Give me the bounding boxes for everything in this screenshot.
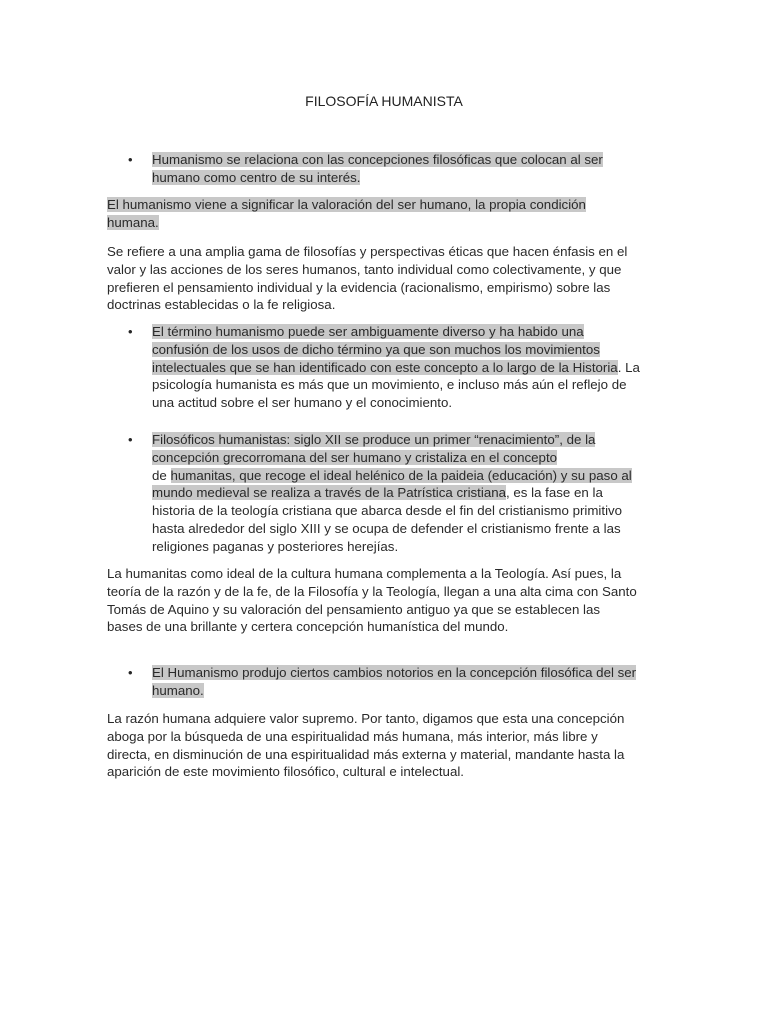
highlighted-text: confusión de los usos de dicho término ya que son muchos los movimientos [152, 341, 600, 357]
text-line: hasta alrededor del siglo XIII y se ocupa de defender el cristianismo frente a las [152, 520, 621, 536]
text-line: historia de la teología cristiana que abarca desde el fin del cristianismo primitivo [152, 503, 623, 519]
paragraph-2 [107, 243, 663, 314]
text-line: teoría de la razón y de la fe, de la Filosofía y la Teología, llegan a una alta cima con Santo [107, 583, 637, 599]
bullet-marker: • [128, 432, 133, 447]
highlighted-text: humano. [152, 682, 204, 698]
text-line: La humanitas como ideal de la cultura humana complementa a la Teología. Así pues, la [107, 566, 622, 581]
bullet-item-2 [152, 323, 662, 412]
paragraph-4 [107, 710, 663, 781]
highlighted-text: El término humanismo puede ser ambiguamente diverso y ha habido una [152, 324, 584, 339]
text-line: valor y las acciones de los seres humanos, tanto individual como colectivamente, y que [107, 261, 622, 277]
text-line: religiones paganas y posteriores herejías. [152, 538, 399, 554]
text-line: Se refiere a una amplia gama de filosofías y perspectivas éticas que hacen énfasis en el [107, 244, 628, 259]
paragraph-3 [107, 565, 663, 636]
text-line: aboga por la búsqueda de una espiritualidad más humana, más interior, más libre y [107, 728, 598, 744]
text-line: prefieren el pensamiento individual y la evidencia (racionalismo, empirismo) sobre las [107, 279, 611, 295]
highlighted-text: intelectuales que se han identificado con este concepto a lo largo de la Historia [152, 359, 618, 375]
text-line: Tomás de Aquino y su valoración del pensamiento antiguo ya que se establecen las [107, 601, 601, 617]
highlighted-text: El Humanismo produjo ciertos cambios notorios en la concepción filosófica del ser [152, 665, 637, 680]
text-fragment: de [152, 467, 171, 483]
text-line: psicología humanista es más que un movimiento, e incluso más aún el reflejo de [152, 377, 627, 393]
highlighted-text: Humanismo se relaciona con las concepciones filosóficas que colocan al ser [152, 152, 603, 167]
text-line: bases de una brillante y certera concepción humanística del mundo. [107, 619, 509, 635]
highlighted-text: humano como centro de su interés. [152, 169, 361, 185]
text-fragment: , es la fase en la [506, 485, 603, 501]
bullet-item-4 [152, 664, 662, 700]
bullet-marker: • [128, 665, 133, 680]
text-line: directa, en disminución de una espiritualidad más externa y material, mandante hasta la [107, 746, 625, 762]
bullet-marker: • [128, 152, 133, 167]
text-line: una actitud sobre el ser humano y el conocimiento. [152, 395, 453, 411]
highlighted-text: concepción grecorromana del ser humano y cristaliza en el concepto [152, 449, 558, 465]
highlighted-text: humanitas, que recoge el ideal helénico de la paideia (educación) y su paso al [170, 467, 632, 483]
text-line: aparición de este movimiento filosófico, cultural e intelectual. [107, 764, 464, 780]
highlighted-text: humana. [107, 214, 159, 230]
highlighted-text: mundo medieval se realiza a través de la Patrística cristiana [152, 485, 507, 501]
bullet-item-1 [152, 151, 662, 187]
document-title: FILOSOFÍA HUMANISTA [305, 93, 463, 109]
text-fragment: . La [617, 359, 640, 375]
bullet-item-3 [152, 431, 662, 556]
text-line: La razón humana adquiere valor supremo. Por tanto, digamos que esta una concepción [107, 711, 625, 726]
highlighted-text: El humanismo viene a significar la valoración del ser humano, la propia condición [107, 197, 586, 212]
bullet-marker: • [128, 324, 133, 339]
paragraph-1 [107, 196, 663, 232]
text-line: doctrinas establecidas o la fe religiosa. [107, 297, 336, 313]
highlighted-text: Filosóficos humanistas: siglo XII se produce un primer “renacimiento”, de la [152, 432, 596, 447]
